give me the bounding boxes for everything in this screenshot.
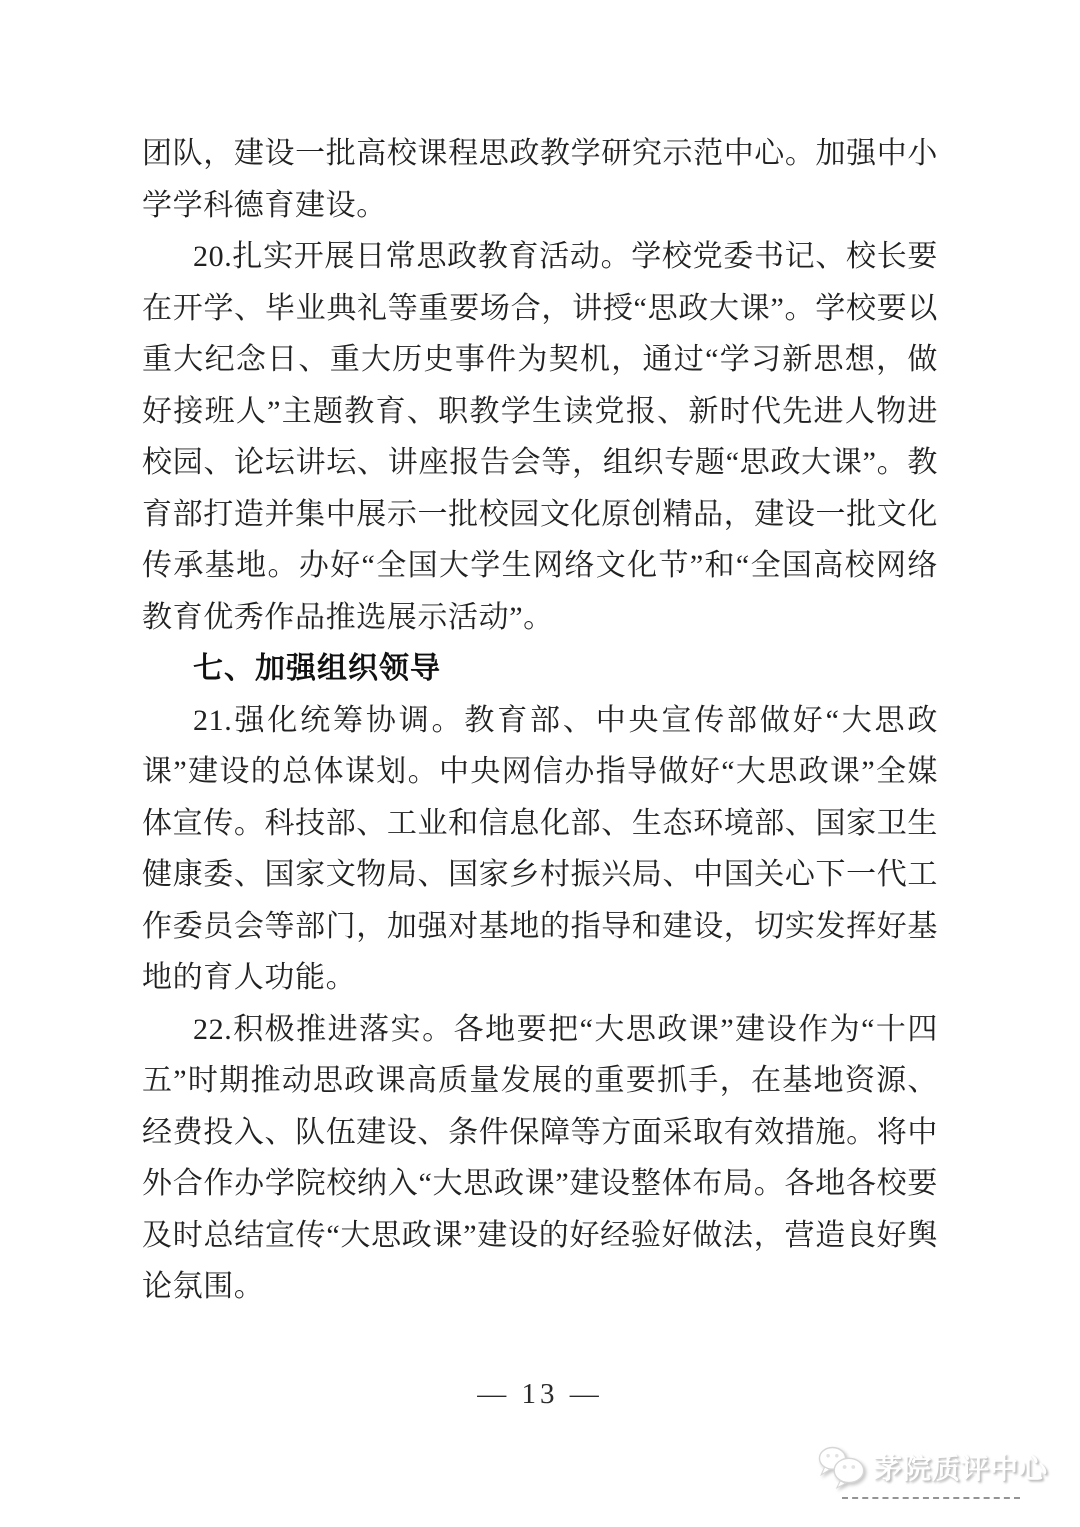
continuation-paragraph: 团队，建设一批高校课程思政教学研究示范中心。加强中小学学科德育建设。 [142, 137, 938, 222]
page-number: — 13 — [477, 1378, 603, 1410]
paragraph-21: 21.强化统筹协调。教育部、中央宣传部做好“大思政课”建设的总体谋划。中央网信办指导做好“大思政课”全媒体宣传。科技部、工业和信息化部、生态环境部、国家卫生健康委、国家文物局、国家乡村振兴局、中国关心下一代工作委员会等部门，加强对基地的指导和建设，切实发挥好基地的育人功能。 [142, 703, 938, 994]
watermark-label: 茅院质评中心 [873, 1453, 1048, 1484]
paragraph-22: 22.积极推进落实。各地要把“大思政课”建设作为“十四五”时期推动思政课高质量发展的重要抓手，在基地资源、经费投入、队伍建设、条件保障等方面采取有效措施。将中外合作办学院校纳入“大思政课”建设整体布局。各地各校要及时总结宣传“大思政课”建设的好经验好做法，营造良好舆论氛围。 [142, 1012, 938, 1303]
wechat-logo-icon [816, 1444, 868, 1490]
watermark [816, 1444, 1048, 1490]
paragraph-20: 20.扎实开展日常思政教育活动。学校党委书记、校长要在开学、毕业典礼等重要场合，讲授“思政大课”。学校要以重大纪念日、重大历史事件为契机，通过“学习新思想，做好接班人”主题教育、职教学生读党报、新时代先进人物进校园、论坛讲坛、讲座报告会等，组织专题“思政大课”。教育部打造并集中展示一批校园文化原创精品，建设一批文化传承基地。办好“全国大学生网络文化节”和“全国高校网络教育优秀作品推选展示活动”。 [142, 240, 938, 634]
document-body [142, 128, 938, 1313]
watermark-underline [842, 1497, 1020, 1499]
section-heading: 七、加强组织领导 [193, 652, 441, 685]
